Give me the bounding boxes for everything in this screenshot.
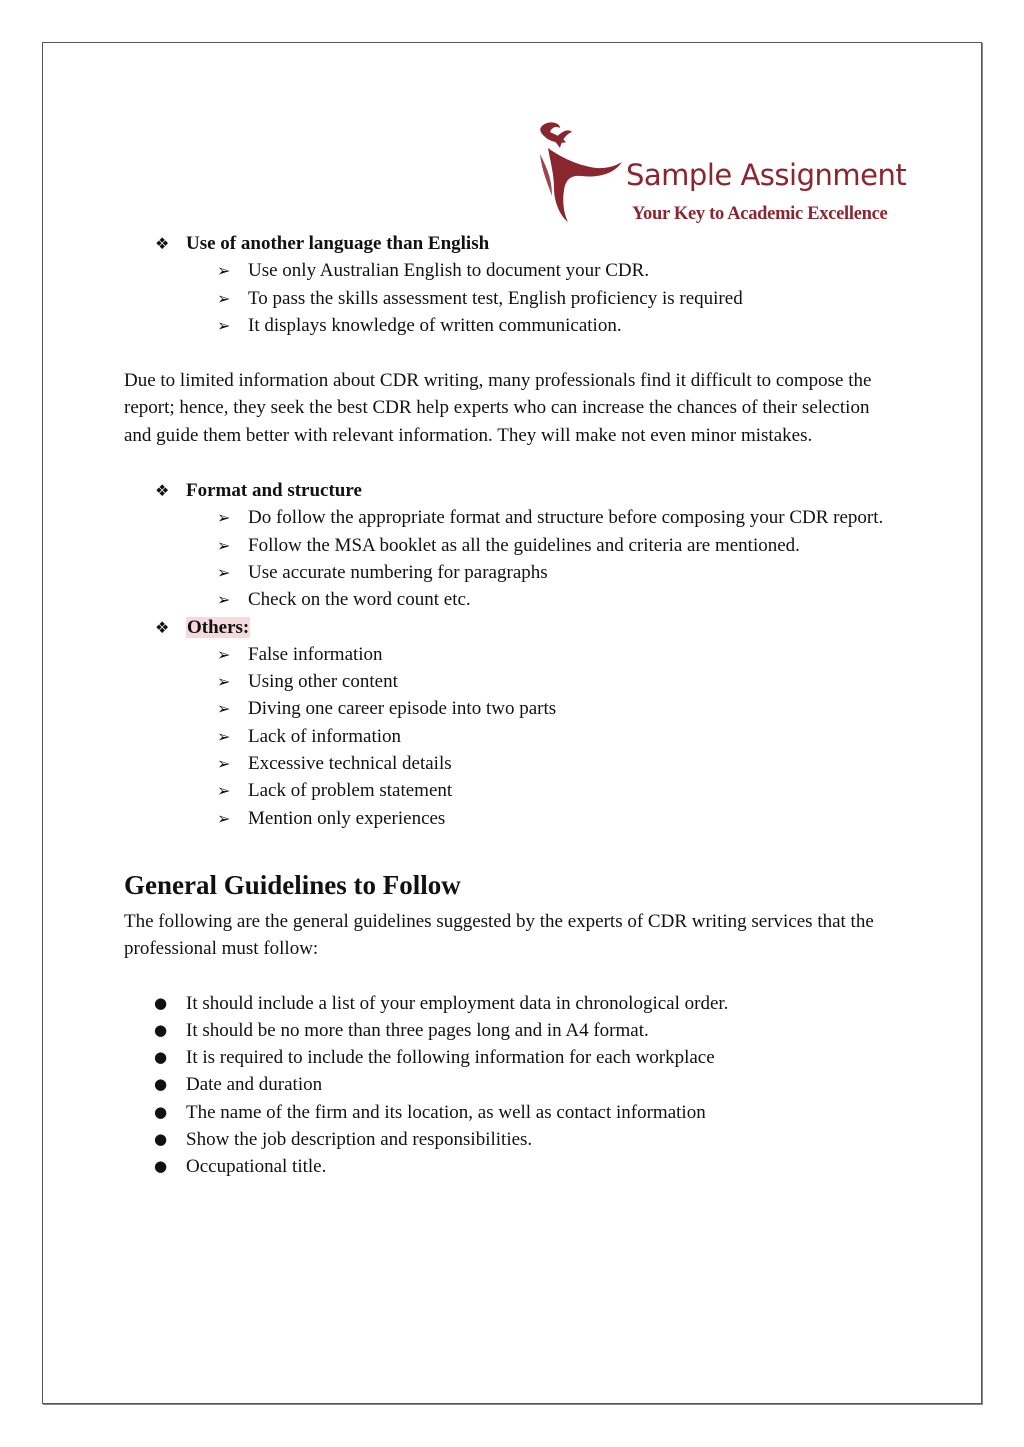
list-item (124, 695, 894, 722)
logo (530, 118, 905, 228)
logo-name: Sample Assignment (626, 158, 907, 192)
list-item-text: Use only Australian English to document your CDR. (248, 260, 650, 282)
section-heading-text: Format and structure (186, 480, 362, 502)
list-item (124, 668, 894, 695)
diamond-bullet-icon: ❖ (155, 481, 170, 501)
bullet-icon: ● (154, 1157, 168, 1176)
body-paragraph: Due to limited information about CDR writing, many professionals find it difficult to compose the report; hence, they seek the best CDR help experts who can increase the chances of their selection and guide them better with relevant information. They will make not even minor mistakes. (124, 370, 872, 446)
list-item-text: It should include a list of your employment data in chronological order. (186, 992, 729, 1014)
bullet-icon: ● (154, 1075, 168, 1094)
arrow-bullet-icon: ➢ (217, 535, 231, 555)
list-item-text: Do follow the appropriate format and structure before composing your CDR report. (248, 507, 884, 529)
list-item (124, 777, 894, 804)
list-item-text: Lack of information (248, 725, 402, 747)
arrow-bullet-icon: ➢ (217, 726, 231, 746)
list-item (124, 1071, 894, 1098)
arrow-bullet-icon: ➢ (217, 644, 231, 664)
arrow-bullet-icon: ➢ (217, 672, 231, 692)
bullet-icon: ● (154, 1048, 168, 1067)
document-body (124, 230, 894, 1181)
list-item (124, 285, 894, 312)
list-item (124, 1099, 894, 1126)
list-item (124, 805, 894, 832)
arrow-bullet-icon: ➢ (217, 781, 231, 801)
logo-tagline: Your Key to Academic Excellence (632, 204, 888, 224)
arrow-bullet-icon: ➢ (217, 261, 231, 281)
section-heading-text: Others: (187, 616, 250, 638)
list-item (124, 504, 894, 531)
list-item-text: It is required to include the following information for each workplace (186, 1047, 715, 1069)
arrow-bullet-icon: ➢ (217, 508, 231, 528)
list-item-text: Follow the MSA booklet as all the guidelines and criteria are mentioned. (248, 534, 800, 556)
arrow-bullet-icon: ➢ (217, 754, 231, 774)
bullet-icon: ● (154, 1020, 168, 1039)
section-heading-language (124, 230, 894, 257)
list-item-text: Mention only experiences (248, 807, 446, 829)
arrow-bullet-icon: ➢ (217, 699, 231, 719)
list-item-text: Show the job description and responsibilities. (186, 1129, 533, 1151)
list-item-text: Using other content (248, 671, 398, 693)
arrow-bullet-icon: ➢ (217, 590, 231, 610)
list-item (124, 532, 894, 559)
arrow-bullet-icon: ➢ (217, 808, 231, 828)
arrow-bullet-icon: ➢ (217, 315, 231, 335)
section-heading-format (124, 477, 894, 504)
others-list (124, 641, 894, 832)
list-item (124, 1044, 894, 1071)
bullet-icon: ● (154, 1130, 168, 1149)
section-heading-text: Use of another language than English (186, 233, 490, 254)
list-item (124, 257, 894, 284)
list-item (124, 586, 894, 613)
list-item (124, 312, 894, 339)
list-item (124, 750, 894, 777)
list-item-text: Excessive technical details (248, 753, 452, 775)
list-item (124, 1126, 894, 1153)
list-item-text: It should be no more than three pages long and in A4 format. (186, 1019, 649, 1041)
general-guidelines-heading: General Guidelines to Follow (124, 869, 461, 900)
language-list (124, 257, 894, 339)
arrow-bullet-icon: ➢ (217, 562, 231, 582)
bullet-icon: ● (154, 993, 168, 1012)
format-list (124, 504, 894, 613)
general-intro-paragraph: The following are the general guidelines suggested by the experts of CDR writing services that the professional must follow: (124, 910, 874, 960)
list-item-text: The name of the firm and its location, as well as contact information (186, 1101, 706, 1123)
list-item-text: Occupational title. (186, 1156, 327, 1178)
list-item-text: Lack of problem statement (248, 780, 453, 802)
list-item-text: Check on the word count etc. (248, 589, 471, 611)
list-item (124, 1017, 894, 1044)
list-item-text: It displays knowledge of written communication. (248, 314, 622, 336)
diamond-bullet-icon: ❖ (155, 617, 170, 637)
arrow-bullet-icon: ➢ (217, 288, 231, 308)
list-item (124, 1153, 894, 1180)
list-item-text: False information (248, 643, 383, 665)
list-item-text: Use accurate numbering for paragraphs (248, 561, 548, 583)
section-heading-others (124, 614, 894, 641)
list-item-text: Date and duration (186, 1074, 323, 1096)
list-item (124, 641, 894, 668)
list-item-text: To pass the skills assessment test, English proficiency is required (248, 287, 743, 309)
list-item (124, 990, 894, 1017)
list-item-text: Diving one career episode into two parts (248, 698, 557, 720)
list-item (124, 723, 894, 750)
general-guidelines-list (124, 990, 894, 1181)
diamond-bullet-icon: ❖ (155, 234, 170, 253)
list-item (124, 559, 894, 586)
bullet-icon: ● (154, 1102, 168, 1121)
dancer-logo-icon (530, 118, 630, 228)
